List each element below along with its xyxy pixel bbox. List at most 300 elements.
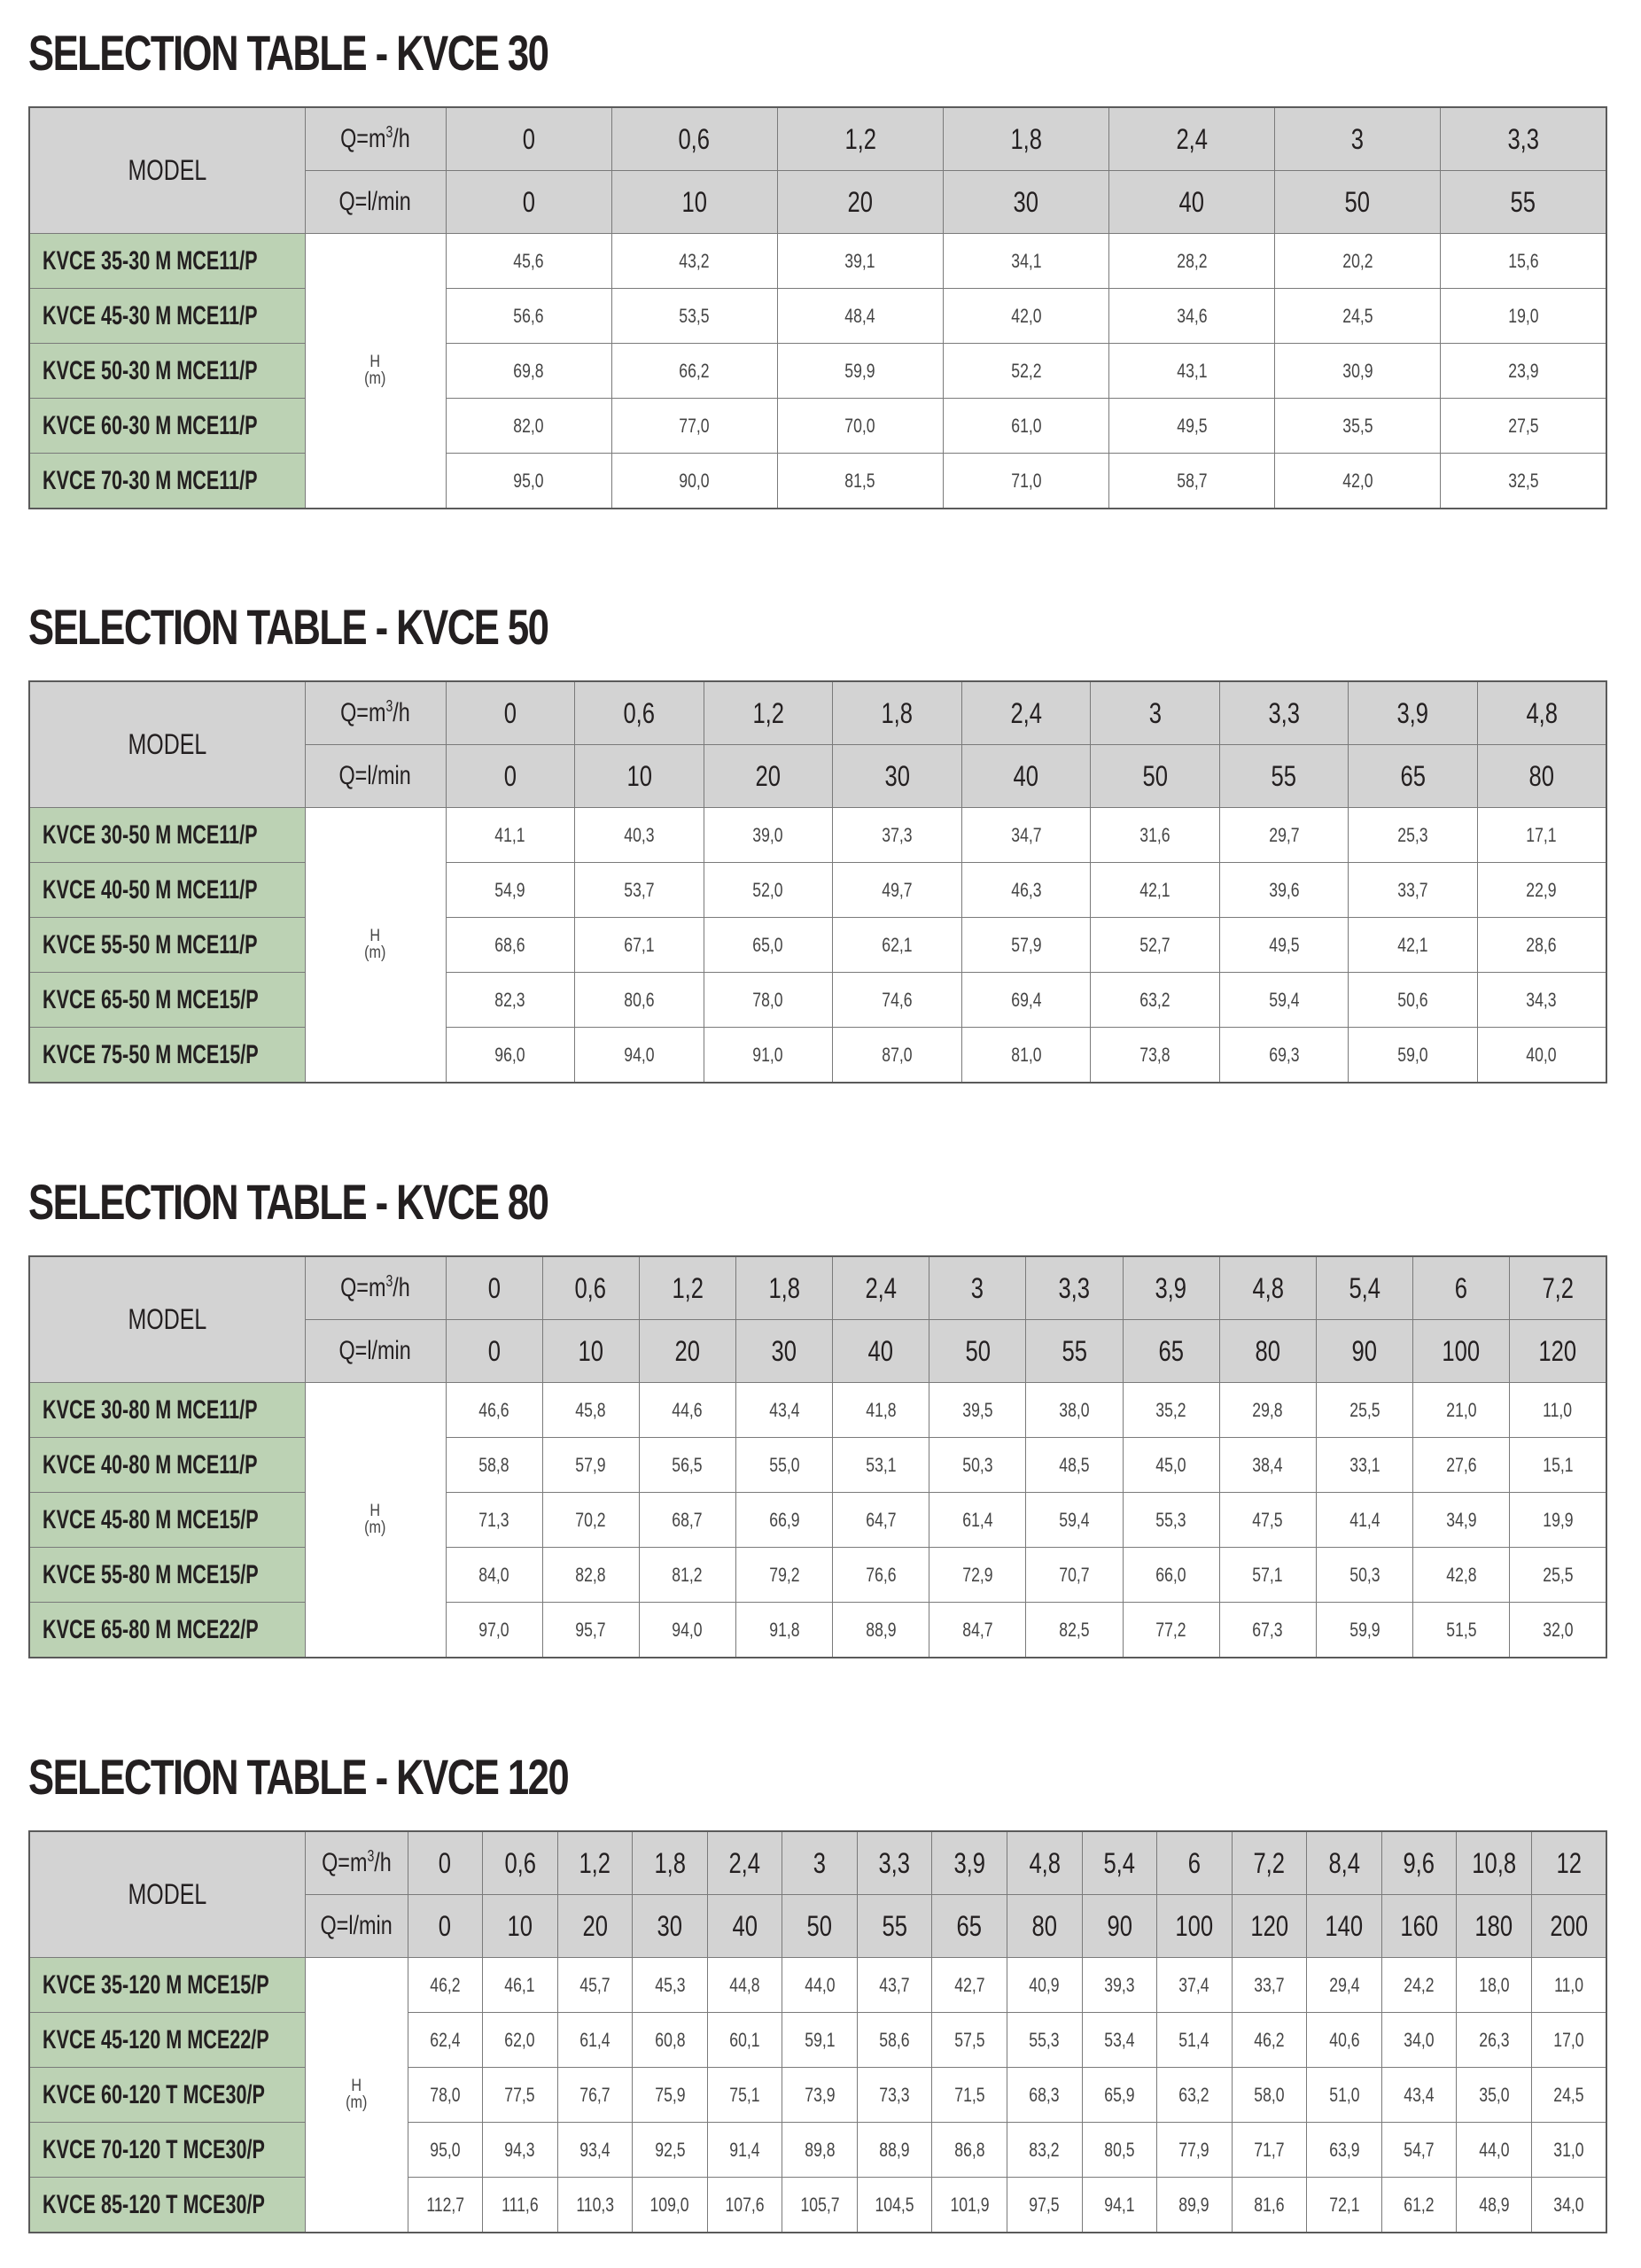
head-value-cell <box>1219 1438 1316 1493</box>
head-value-cell <box>1307 2068 1382 2123</box>
flow-m3h-label <box>340 698 410 728</box>
flow-lmin-value: 90 <box>1351 1334 1378 1367</box>
head-value-cell <box>557 2123 633 2178</box>
head-value-cell <box>929 1493 1026 1548</box>
flow-m3h-value-cell <box>575 681 704 745</box>
flow-m3h-value-cell <box>633 1831 708 1895</box>
flow-m3h-value: 10,8 <box>1472 1846 1517 1879</box>
model-header-label: MODEL <box>128 1878 207 1910</box>
model-name: KVCE 50-30 M MCE11/P <box>43 355 258 385</box>
flow-m3h-value-cell <box>1007 1831 1083 1895</box>
head-value-cell <box>639 1603 735 1658</box>
head-value: 34,6 <box>1177 304 1208 327</box>
flow-lmin-value: 100 <box>1175 1909 1214 1942</box>
head-value: 17,0 <box>1553 2028 1584 2051</box>
head-value: 11,0 <box>1543 1398 1573 1421</box>
head-value-cell <box>1157 2068 1233 2123</box>
head-value-cell <box>833 1493 929 1548</box>
flow-m3h-value-cell <box>1026 1256 1123 1320</box>
head-value: 25,5 <box>1542 1563 1574 1586</box>
model-name: KVCE 60-30 M MCE11/P <box>43 410 258 440</box>
head-value-cell <box>1109 344 1275 399</box>
head-value-cell <box>833 863 962 918</box>
head-value: 46,2 <box>430 1973 461 1996</box>
head-value-cell <box>446 1028 575 1084</box>
model-name-cell <box>29 289 305 344</box>
head-value: 84,0 <box>478 1563 509 1586</box>
head-value-cell <box>1157 2123 1233 2178</box>
head-value-cell <box>1457 2013 1532 2068</box>
head-value: 29,4 <box>1328 1973 1360 1996</box>
head-value: 91,0 <box>752 1043 783 1066</box>
flow-m3h-value: 1,8 <box>881 696 914 729</box>
table-row <box>29 863 1606 918</box>
head-value-cell <box>1381 2123 1457 2178</box>
head-value: 45,8 <box>575 1398 606 1421</box>
head-value-cell <box>1531 2013 1606 2068</box>
head-value-cell <box>1232 1958 1307 2013</box>
head-value: 35,0 <box>1479 2083 1510 2106</box>
flow-lmin-value: 40 <box>732 1909 758 1942</box>
flow-m3h-value-cell <box>857 1831 932 1895</box>
head-value-cell <box>833 1383 929 1438</box>
table-row <box>29 1383 1606 1438</box>
model-name-cell <box>29 863 305 918</box>
head-unit-label <box>364 928 385 961</box>
head-value: 71,5 <box>954 2083 985 2106</box>
flow-m3h-value-cell <box>833 681 962 745</box>
head-value-cell <box>932 2068 1007 2123</box>
head-value-cell <box>1219 973 1349 1028</box>
model-header <box>29 1256 305 1383</box>
head-value: 52,2 <box>1010 359 1042 382</box>
flow-m3h-value: 0 <box>522 122 535 155</box>
head-value: 68,3 <box>1029 2083 1060 2106</box>
flow-m3h-value: 3,3 <box>878 1846 911 1879</box>
flow-m3h-value-cell <box>735 1256 832 1320</box>
head-value: 89,9 <box>1178 2193 1210 2216</box>
head-value: 82,0 <box>513 414 544 437</box>
model-name-cell <box>29 1438 305 1493</box>
head-value-cell <box>542 1493 639 1548</box>
flow-m3h-value-cell <box>1457 1831 1532 1895</box>
head-value: 46,3 <box>1010 878 1042 901</box>
head-value-cell <box>1091 918 1220 973</box>
flow-lmin-label-cell <box>305 745 446 808</box>
head-value-cell <box>446 808 575 863</box>
head-value: 24,5 <box>1342 304 1373 327</box>
head-value: 29,7 <box>1268 823 1300 846</box>
flow-m3h-value: 1,8 <box>654 1846 686 1879</box>
flow-lmin-value-cell <box>777 171 943 234</box>
head-value-cell <box>833 1438 929 1493</box>
head-value: 11,0 <box>1553 1973 1583 1996</box>
head-value: 17,1 <box>1526 823 1558 846</box>
head-value: 43,4 <box>1404 2083 1435 2106</box>
head-value: 83,2 <box>1029 2138 1060 2161</box>
head-value-cell <box>1413 1603 1510 1658</box>
head-value: 48,4 <box>844 304 875 327</box>
flow-m3h-value-cell <box>1275 107 1441 171</box>
head-value: 34,1 <box>1010 249 1042 272</box>
head-value-cell <box>1275 454 1441 509</box>
head-value-cell <box>1091 1028 1220 1084</box>
head-value-cell <box>542 1548 639 1603</box>
head-value: 78,0 <box>752 988 783 1011</box>
flow-m3h-suffix: /h <box>393 124 410 153</box>
head-value-cell <box>1123 1438 1219 1493</box>
model-header <box>29 681 305 808</box>
head-value-cell <box>1477 973 1606 1028</box>
table-row <box>29 1958 1606 2013</box>
flow-lmin-value: 120 <box>1538 1334 1577 1367</box>
flow-lmin-value: 0 <box>439 1909 452 1942</box>
flow-m3h-value: 6 <box>1187 1846 1202 1879</box>
head-value: 26,3 <box>1479 2028 1510 2051</box>
flow-lmin-value: 20 <box>755 759 782 792</box>
model-name: KVCE 60-120 T MCE30/P <box>43 2079 265 2109</box>
head-value: 44,0 <box>804 1973 836 1996</box>
head-value: 38,0 <box>1059 1398 1090 1421</box>
head-value-cell <box>961 973 1091 1028</box>
head-value: 67,1 <box>624 933 655 956</box>
flow-m3h-label <box>322 1848 392 1878</box>
flow-m3h-value-cell <box>929 1256 1026 1320</box>
flow-lmin-value: 200 <box>1550 1909 1588 1942</box>
head-value: 50,3 <box>962 1453 993 1476</box>
head-value: 34,0 <box>1404 2028 1435 2051</box>
flow-m3h-value: 2,4 <box>865 1271 897 1304</box>
flow-m3h-value: 3 <box>971 1271 984 1304</box>
head-value: 33,7 <box>1397 878 1428 901</box>
flow-lmin-value-cell <box>575 745 704 808</box>
flow-lmin-value: 0 <box>503 759 517 792</box>
head-value: 24,2 <box>1404 1973 1435 1996</box>
head-value-cell <box>1441 344 1606 399</box>
head-value: 41,1 <box>494 823 525 846</box>
head-value-cell <box>1157 2178 1233 2233</box>
head-value-cell <box>1109 234 1275 289</box>
flow-lmin-value: 180 <box>1474 1909 1513 1942</box>
head-value: 66,9 <box>768 1508 800 1531</box>
head-value: 104,5 <box>875 2193 914 2216</box>
head-value-cell <box>929 1548 1026 1603</box>
flow-lmin-value: 120 <box>1250 1909 1288 1942</box>
head-value: 29,8 <box>1252 1398 1283 1421</box>
flow-lmin-value: 10 <box>681 185 707 218</box>
head-value: 76,7 <box>579 2083 611 2106</box>
head-value-cell <box>1349 1028 1478 1084</box>
flow-lmin-value-cell <box>1510 1320 1606 1383</box>
head-value-cell <box>1381 2178 1457 2233</box>
flow-m3h-value: 3 <box>813 1846 827 1879</box>
head-value-cell <box>446 1493 542 1548</box>
flow-m3h-value: 3,3 <box>1058 1271 1091 1304</box>
head-value: 77,5 <box>504 2083 535 2106</box>
flow-m3h-value: 3,9 <box>953 1846 986 1879</box>
head-value: 34,9 <box>1446 1508 1477 1531</box>
head-value: 63,2 <box>1139 988 1170 1011</box>
head-value: 34,3 <box>1526 988 1558 1011</box>
flow-m3h-value: 2,4 <box>1010 696 1042 729</box>
head-value: 24,5 <box>1553 2083 1584 2106</box>
section-title: SELECTION TABLE - KVCE 30 <box>28 25 548 81</box>
flow-m3h-value: 1,8 <box>768 1271 800 1304</box>
head-value: 96,0 <box>494 1043 525 1066</box>
head-value-cell <box>1091 863 1220 918</box>
head-value: 81,2 <box>672 1563 704 1586</box>
flow-lmin-value-cell <box>961 745 1091 808</box>
flow-m3h-value-cell <box>1413 1256 1510 1320</box>
selection-table <box>28 1830 1607 2233</box>
model-name-cell <box>29 2013 305 2068</box>
flow-lmin-value-cell <box>857 1895 932 1958</box>
head-value-cell <box>833 918 962 973</box>
flow-m3h-value-cell <box>1109 107 1275 171</box>
flow-m3h-value-cell <box>1381 1831 1457 1895</box>
head-value: 19,9 <box>1542 1508 1574 1531</box>
head-value-cell <box>782 2123 858 2178</box>
head-value-cell <box>446 289 611 344</box>
model-name: KVCE 75-50 M MCE15/P <box>43 1039 259 1069</box>
head-value: 92,5 <box>654 2138 686 2161</box>
head-value-cell <box>782 2178 858 2233</box>
head-value: 60,1 <box>729 2028 760 2051</box>
flow-lmin-value-cell <box>1531 1895 1606 1958</box>
flow-m3h-superscript: 3 <box>385 697 393 715</box>
head-value: 94,0 <box>672 1618 704 1641</box>
head-value-cell <box>1082 1958 1157 2013</box>
table-row <box>29 454 1606 509</box>
flow-lmin-value-cell <box>1349 745 1478 808</box>
head-value-cell <box>1091 973 1220 1028</box>
flow-lmin-value: 20 <box>582 1909 608 1942</box>
head-value-cell <box>1082 2013 1157 2068</box>
flow-m3h-value-cell <box>1219 1256 1316 1320</box>
flow-lmin-value: 50 <box>1345 185 1371 218</box>
head-value: 65,0 <box>752 933 783 956</box>
flow-lmin-value-cell <box>707 1895 782 1958</box>
head-value-cell <box>1123 1383 1219 1438</box>
head-value-cell <box>1510 1383 1606 1438</box>
table-row <box>29 1028 1606 1084</box>
head-value-cell <box>857 2123 932 2178</box>
head-value-cell <box>943 289 1108 344</box>
head-value-cell <box>483 2123 558 2178</box>
head-value: 107,6 <box>725 2193 765 2216</box>
table-row <box>29 2123 1606 2178</box>
table-row <box>29 1548 1606 1603</box>
head-value: 73,9 <box>804 2083 836 2106</box>
head-value-cell <box>929 1383 1026 1438</box>
model-name-cell <box>29 234 305 289</box>
flow-m3h-value-cell <box>446 1256 542 1320</box>
head-value-cell <box>1477 1028 1606 1084</box>
head-value-cell <box>932 1958 1007 2013</box>
flow-lmin-value: 0 <box>522 185 535 218</box>
head-value: 82,3 <box>494 988 525 1011</box>
head-value: 42,7 <box>954 1973 985 1996</box>
head-value: 62,1 <box>882 933 913 956</box>
head-value-cell <box>857 1958 932 2013</box>
head-value-cell <box>557 2068 633 2123</box>
flow-lmin-value-cell <box>1307 1895 1382 1958</box>
head-value: 51,0 <box>1328 2083 1360 2106</box>
head-value-cell <box>446 399 611 454</box>
flow-m3h-superscript: 3 <box>385 1272 393 1290</box>
head-value-cell <box>446 1438 542 1493</box>
head-unit-cell <box>305 1958 408 2233</box>
flow-lmin-value-cell <box>1441 171 1606 234</box>
flow-lmin-value-cell <box>1381 1895 1457 1958</box>
head-value: 32,5 <box>1508 469 1539 492</box>
head-value-cell <box>575 863 704 918</box>
flow-m3h-prefix: Q=m <box>340 1273 386 1302</box>
head-value: 82,8 <box>575 1563 606 1586</box>
head-value: 57,9 <box>1010 933 1042 956</box>
head-value: 94,1 <box>1104 2193 1135 2216</box>
head-value-cell <box>575 973 704 1028</box>
model-name: KVCE 35-120 M MCE15/P <box>43 1969 269 2000</box>
flow-lmin-value-cell <box>542 1320 639 1383</box>
head-value-cell <box>1091 808 1220 863</box>
head-value: 56,5 <box>672 1453 704 1476</box>
flow-lmin-value-cell <box>1007 1895 1083 1958</box>
head-value: 19,0 <box>1508 304 1539 327</box>
head-value: 79,2 <box>768 1563 800 1586</box>
flow-lmin-value-cell <box>929 1320 1026 1383</box>
head-value-cell <box>611 344 777 399</box>
flow-m3h-value: 4,8 <box>1526 696 1558 729</box>
head-value: 25,5 <box>1349 1398 1380 1421</box>
head-value-cell <box>1219 1548 1316 1603</box>
model-name-cell <box>29 344 305 399</box>
head-value: 77,2 <box>1155 1618 1186 1641</box>
head-symbol: H <box>369 1502 381 1520</box>
head-value-cell <box>408 1958 483 2013</box>
head-value: 65,9 <box>1104 2083 1135 2106</box>
head-value: 81,5 <box>844 469 875 492</box>
model-name: KVCE 35-30 M MCE11/P <box>43 245 258 276</box>
head-value: 59,4 <box>1059 1508 1090 1531</box>
flow-lmin-value: 10 <box>507 1909 533 1942</box>
head-value-cell <box>1082 2068 1157 2123</box>
head-value: 80,6 <box>624 988 655 1011</box>
flow-m3h-value: 1,8 <box>1010 122 1042 155</box>
flow-lmin-value: 20 <box>847 185 874 218</box>
flow-lmin-value-cell <box>735 1320 832 1383</box>
head-value-cell <box>961 808 1091 863</box>
head-value: 38,4 <box>1252 1453 1283 1476</box>
head-value-cell <box>704 808 833 863</box>
head-value-cell <box>929 1438 1026 1493</box>
flow-lmin-label-cell <box>305 171 446 234</box>
flow-m3h-value: 4,8 <box>1028 1846 1061 1879</box>
head-value-cell <box>1413 1438 1510 1493</box>
head-value-cell <box>961 918 1091 973</box>
head-value-cell <box>575 808 704 863</box>
flow-lmin-value-cell <box>833 1320 929 1383</box>
head-value: 95,7 <box>575 1618 606 1641</box>
head-value: 39,6 <box>1268 878 1300 901</box>
head-value: 39,0 <box>752 823 783 846</box>
head-value-cell <box>1316 1603 1412 1658</box>
flow-lmin-value-cell <box>633 1895 708 1958</box>
head-value: 62,4 <box>430 2028 461 2051</box>
head-value-cell <box>1531 2123 1606 2178</box>
flow-m3h-value-cell <box>1082 1831 1157 1895</box>
head-value: 87,0 <box>882 1043 913 1066</box>
head-value-cell <box>1007 2123 1083 2178</box>
table-row <box>29 234 1606 289</box>
head-value-cell <box>446 863 575 918</box>
head-value-cell <box>1510 1493 1606 1548</box>
flow-m3h-value: 12 <box>1556 1846 1582 1879</box>
head-unit: (m) <box>364 1518 386 1537</box>
model-name: KVCE 45-120 M MCE22/P <box>43 2024 269 2054</box>
head-value: 62,0 <box>504 2028 535 2051</box>
head-value: 69,3 <box>1268 1043 1300 1066</box>
head-value: 42,0 <box>1342 469 1373 492</box>
head-value-cell <box>1007 2068 1083 2123</box>
head-value-cell <box>1275 234 1441 289</box>
flow-m3h-suffix: /h <box>373 1848 392 1877</box>
head-value: 73,3 <box>879 2083 910 2106</box>
head-value: 33,7 <box>1254 1973 1285 1996</box>
head-value-cell <box>611 454 777 509</box>
head-value: 72,9 <box>962 1563 993 1586</box>
flow-lmin-value-cell <box>639 1320 735 1383</box>
model-header-label: MODEL <box>128 728 207 760</box>
head-value-cell <box>633 2013 708 2068</box>
model-name: KVCE 45-80 M MCE15/P <box>43 1504 259 1534</box>
head-value-cell <box>633 2178 708 2233</box>
head-value-cell <box>833 808 962 863</box>
flow-lmin-value: 100 <box>1442 1334 1481 1367</box>
head-value-cell <box>1082 2178 1157 2233</box>
flow-m3h-value-cell <box>707 1831 782 1895</box>
table-row <box>29 973 1606 1028</box>
head-value-cell <box>1007 2013 1083 2068</box>
head-value: 15,6 <box>1508 249 1539 272</box>
head-value: 59,4 <box>1268 988 1300 1011</box>
head-value-cell <box>1413 1383 1510 1438</box>
head-value: 27,6 <box>1446 1453 1477 1476</box>
head-value-cell <box>735 1383 832 1438</box>
flow-lmin-value-cell <box>943 171 1108 234</box>
flow-lmin-value-cell <box>1082 1895 1157 1958</box>
head-value-cell <box>1457 1958 1532 2013</box>
head-value-cell <box>782 1958 858 2013</box>
flow-lmin-value: 55 <box>1510 185 1536 218</box>
head-value-cell <box>833 1028 962 1084</box>
selection-table <box>28 1255 1607 1658</box>
head-value-cell <box>1109 289 1275 344</box>
head-value: 112,7 <box>425 2193 464 2216</box>
head-value-cell <box>575 918 704 973</box>
head-value: 43,2 <box>679 249 710 272</box>
head-value-cell <box>483 2013 558 2068</box>
model-name: KVCE 65-80 M MCE22/P <box>43 1614 259 1644</box>
head-value-cell <box>1381 2068 1457 2123</box>
flow-m3h-value-cell <box>1307 1831 1382 1895</box>
flow-m3h-value-cell <box>1232 1831 1307 1895</box>
flow-m3h-label-cell <box>305 1256 446 1320</box>
model-name-cell <box>29 1028 305 1084</box>
head-value-cell <box>1232 2178 1307 2233</box>
head-value-cell <box>446 344 611 399</box>
model-name-cell <box>29 918 305 973</box>
